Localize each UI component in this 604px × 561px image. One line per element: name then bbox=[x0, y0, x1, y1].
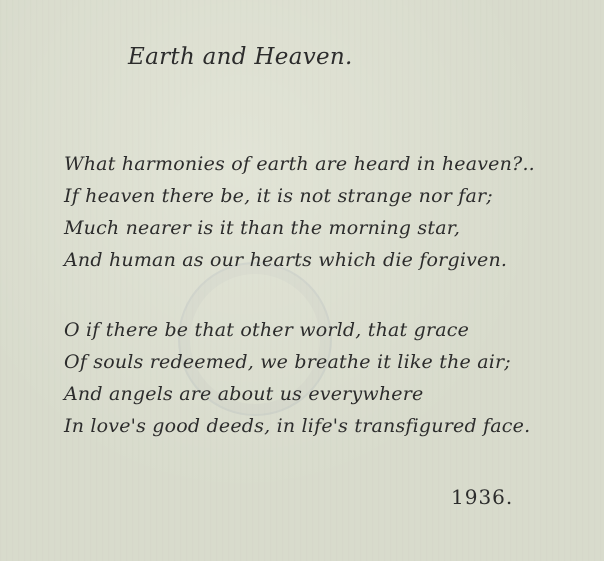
poem-line: And human as our hearts which die forgiven. bbox=[64, 249, 508, 271]
poem-line: What harmonies of earth are heard in heaven?.. bbox=[64, 153, 535, 175]
poem-line: And angels are about us everywhere bbox=[64, 383, 424, 405]
poem-title: Earth and Heaven. bbox=[128, 44, 353, 70]
stanza-2 bbox=[64, 314, 594, 442]
poem-line: In love's good deeds, in life's transfigured face. bbox=[64, 415, 531, 437]
poem-line: O if there be that other world, that grace bbox=[64, 319, 470, 341]
poem-date: 1936. bbox=[451, 485, 514, 509]
poem-line: Of souls redeemed, we breathe it like the air; bbox=[64, 351, 511, 373]
poem-line: Much nearer is it than the morning star, bbox=[64, 217, 461, 239]
stanza-1 bbox=[64, 148, 594, 276]
poem-line: If heaven there be, it is not strange nor far; bbox=[64, 185, 493, 207]
